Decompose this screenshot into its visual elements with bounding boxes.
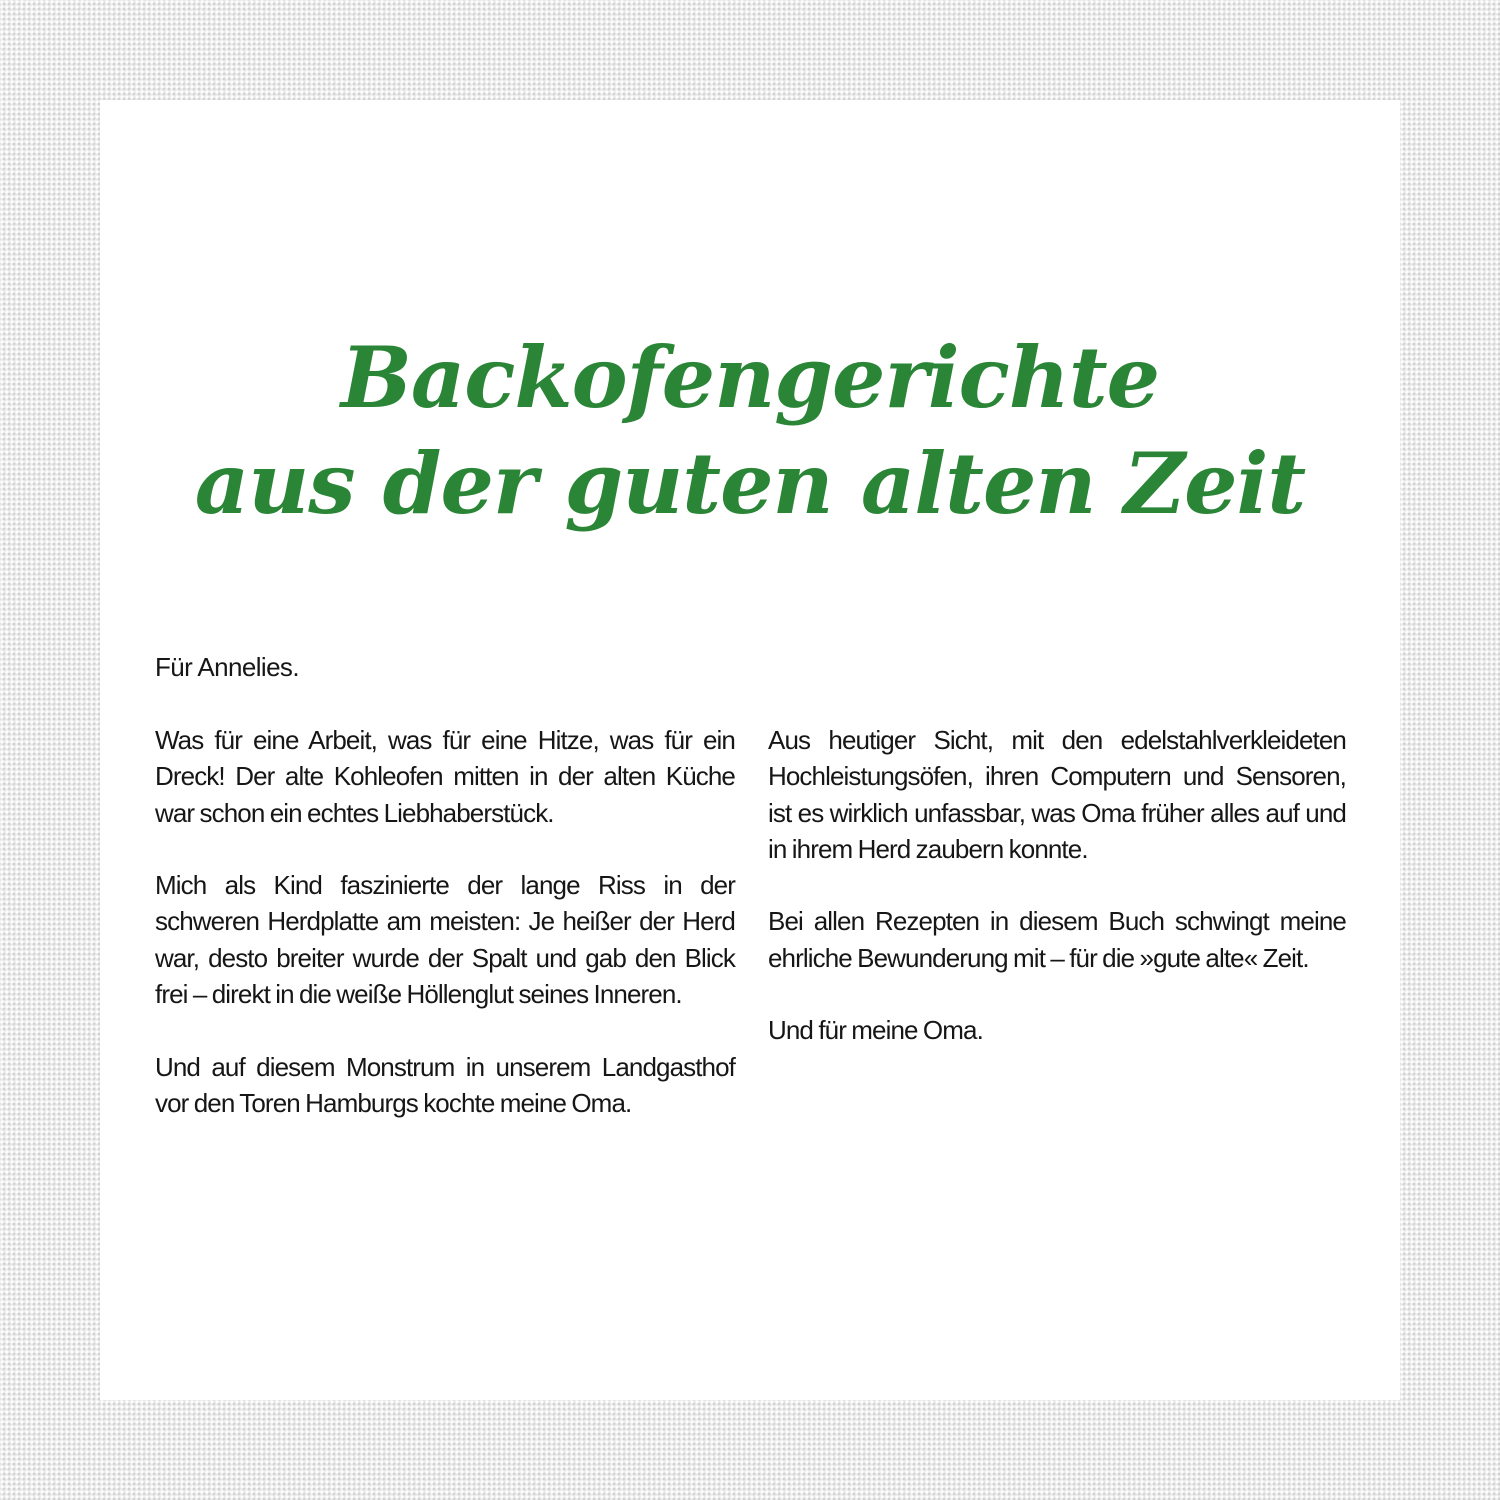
left-column	[155, 722, 735, 1158]
page-title	[100, 325, 1400, 537]
paragraph: Was für eine Arbeit, was für eine Hitze, was für ein Dreck! Der alte Kohleofen mitten in der alten Küche war schon ein echtes Liebhaberstück.	[155, 725, 735, 828]
right-column	[768, 722, 1346, 1085]
paragraph: Aus heutiger Sicht, mit den edelstahlverkleideten Hochleistungsöfen, ihren Computern und Sensoren, ist es wirklich unfassbar, was Oma früher alles auf und in ihrem Herd zaubern konnte.	[768, 725, 1346, 864]
title-line-1: Backofengerichte	[340, 328, 1160, 427]
paragraph: Und für meine Oma.	[768, 1015, 983, 1046]
book-page	[100, 100, 1400, 1400]
paragraph: Und auf diesem Monstrum in unserem Landgasthof vor den Toren Hamburgs kochte meine Oma.	[155, 1051, 735, 1118]
paragraph: Mich als Kind faszinierte der lange Riss in der schweren Herdplatte am meisten: Je heißer der Herd war, desto breiter wurde der Spalt und gab den Blick frei – direkt in die weiße Höllenglut seines Inneren.	[155, 870, 735, 1010]
paragraph: Bei allen Rezepten in diesem Buch schwingt meine ehrliche Bewunderung mit – für die »gute alte« Zeit.	[768, 906, 1346, 973]
title-line-2: aus der guten alten Zeit	[194, 434, 1306, 533]
dedication: Für Annelies.	[155, 652, 299, 682]
